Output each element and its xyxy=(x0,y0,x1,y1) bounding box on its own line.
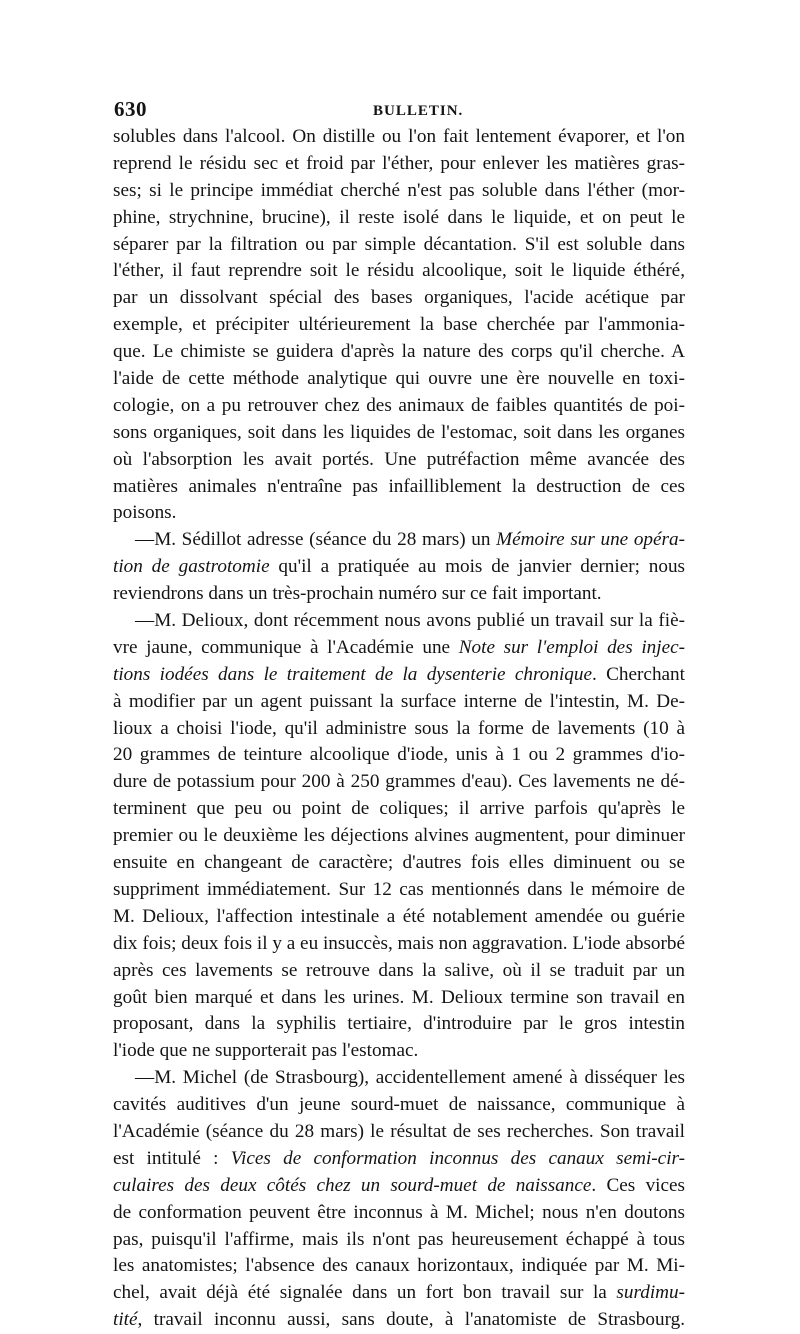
line-text: est intitulé : xyxy=(113,1147,231,1169)
text-line xyxy=(113,151,685,178)
text-line xyxy=(113,1038,685,1065)
italic-title-text: culaires des deux côtés chez un sourd-muet de naissance xyxy=(113,1174,592,1196)
page-number: 630 xyxy=(114,97,147,121)
line-text: —M. Michel (de Strasbourg), accidentellement amené à disséquer les xyxy=(135,1067,685,1089)
line-text: —M. Sédillot adresse (séance du 28 mars) un xyxy=(135,529,497,551)
text-line xyxy=(113,581,685,608)
line-text: M. Delioux, l'affection intestinale a été notablement amendée ou guérie xyxy=(113,905,685,927)
text-line xyxy=(113,366,685,393)
text-line xyxy=(113,769,685,796)
line-text: reviendrons dans un très-prochain numéro sur ce fait important. xyxy=(113,583,602,605)
line-text: suppriment immédiatement. Sur 12 cas mentionnés dans le mémoire de xyxy=(113,878,685,900)
line-text: lioux a choisi l'iode, qu'il administre sous la forme de lavements (10 à xyxy=(113,717,685,739)
line-text: dix fois; deux fois il y a eu insuccès, mais non aggravation. L'iode absorbé xyxy=(113,932,685,954)
italic-title-text: Note sur l'emploi des injec- xyxy=(458,636,685,658)
text-line xyxy=(113,850,685,877)
italic-title-text: surdimu- xyxy=(616,1282,685,1304)
text-line xyxy=(113,689,685,716)
running-head: BULLETIN. xyxy=(373,103,464,119)
line-text: pas, puisqu'il l'affirme, mais ils n'ont pas heureusement échappé à tous xyxy=(113,1228,685,1250)
line-text: par un dissolvant spécial des bases organiques, l'acide acétique par xyxy=(113,287,685,309)
italic-title-text: Vices de conformation inconnus des canaux semi-cir- xyxy=(230,1147,685,1169)
line-text: cologie, on a pu retrouver chez des animaux de faibles quantités de poi- xyxy=(113,394,685,416)
line-text: ses; si le principe immédiat cherché n'est pas soluble dans l'éther (mor- xyxy=(113,179,685,201)
italic-title-text: tité xyxy=(113,1309,138,1331)
line-text: . Ces vices xyxy=(591,1174,685,1196)
text-line xyxy=(113,662,685,689)
line-text: exemple, et précipiter ultérieurement la base cherchée par l'ammonia- xyxy=(113,314,685,336)
text-line xyxy=(113,420,685,447)
line-text: séparer par la filtration ou par simple décantation. S'il est soluble dans xyxy=(113,233,685,255)
text-line xyxy=(113,1280,685,1307)
text-line xyxy=(113,904,685,931)
line-text: . Cherchant xyxy=(592,663,685,685)
line-text: sons organiques, soit dans les liquides de l'estomac, soit dans les organes xyxy=(113,421,685,443)
line-text: l'éther, il faut reprendre soit le résidu alcoolique, soit le liquide éthéré, xyxy=(113,260,685,282)
line-text: premier ou le deuxième les déjections alvines augmentent, pour diminuer xyxy=(113,825,685,847)
line-text: solubles dans l'alcool. On distille ou l'on fait lentement évaporer, et l'on xyxy=(113,126,685,147)
line-text: après ces lavements se retrouve dans la salive, où il se traduit par un xyxy=(113,959,685,981)
text-line xyxy=(113,742,685,769)
line-text: les anatomistes; l'absence des canaux horizontaux, indiquée par M. Mi- xyxy=(113,1255,685,1277)
line-text: proposant, dans la syphilis tertiaire, d'introduire par le gros intestin xyxy=(113,1013,685,1035)
text-line xyxy=(113,1200,685,1227)
text-line xyxy=(113,635,685,662)
text-line xyxy=(113,124,685,151)
text-line xyxy=(113,205,685,232)
line-text: à modifier par un agent puissant la surface interne de l'intestin, M. De- xyxy=(113,690,685,712)
text-line xyxy=(113,1253,685,1280)
line-text: , travail inconnu aussi, sans doute, à l'anatomiste de Strasbourg. xyxy=(137,1309,685,1331)
text-line xyxy=(113,877,685,904)
body-text xyxy=(113,124,685,1334)
italic-title-text: tion de gastrotomie xyxy=(113,556,270,578)
line-text: de conformation peuvent être inconnus à M. Michel; nous n'en doutons xyxy=(113,1201,685,1223)
line-text: l'iode que ne supporterait pas l'estomac. xyxy=(113,1040,419,1062)
text-line xyxy=(113,1065,685,1092)
text-line xyxy=(113,608,685,635)
text-line xyxy=(113,1173,685,1200)
text-line xyxy=(113,393,685,420)
line-text: dure de potassium pour 200 à 250 grammes d'eau). Ces lavements ne dé- xyxy=(113,771,685,793)
text-line xyxy=(113,527,685,554)
line-text: reprend le résidu sec et froid par l'éther, pour enlever les matières gras- xyxy=(113,152,685,174)
line-text: où l'absorption les avait portés. Une putréfaction même avancée des xyxy=(113,448,685,470)
text-line xyxy=(113,716,685,743)
line-text: ensuite en changeant de caractère; d'autres fois elles diminuent ou se xyxy=(113,852,685,874)
text-line xyxy=(113,1011,685,1038)
text-line xyxy=(113,823,685,850)
line-text: matières animales n'entraîne pas infailliblement la destruction de ces xyxy=(113,475,685,497)
line-text: l'Académie (séance du 28 mars) le résultat de ses recherches. Son travail xyxy=(113,1120,685,1142)
text-line xyxy=(113,258,685,285)
text-line xyxy=(113,1227,685,1254)
text-line xyxy=(113,796,685,823)
text-line xyxy=(113,1092,685,1119)
line-text: l'aide de cette méthode analytique qui ouvre une ère nouvelle en toxi- xyxy=(113,368,685,390)
italic-title-text: Mémoire sur une opéra- xyxy=(496,529,685,551)
text-line xyxy=(113,312,685,339)
text-line xyxy=(113,554,685,581)
line-text: que. Le chimiste se guidera d'après la nature des corps qu'il cherche. A xyxy=(113,341,685,363)
line-text: phine, strychnine, brucine), il reste isolé dans le liquide, et on peut le xyxy=(113,206,685,228)
text-line xyxy=(113,1307,685,1334)
line-text: vre jaune, communique à l'Académie une xyxy=(113,636,459,658)
text-line xyxy=(113,1119,685,1146)
text-line xyxy=(113,474,685,501)
line-text: chel, avait déjà été signalée dans un fort bon travail sur la xyxy=(113,1282,617,1304)
text-line xyxy=(113,958,685,985)
line-text: terminent que peu ou point de coliques; il arrive parfois qu'après le xyxy=(113,798,685,820)
text-line xyxy=(113,447,685,474)
text-line xyxy=(113,985,685,1012)
text-line xyxy=(113,1146,685,1173)
line-text: poisons. xyxy=(113,502,177,524)
line-text: —M. Delioux, dont récemment nous avons publié un travail sur la fiè- xyxy=(135,610,685,632)
line-text: goût bien marqué et dans les urines. M. Delioux termine son travail en xyxy=(113,986,685,1008)
text-line xyxy=(113,285,685,312)
text-line xyxy=(113,500,685,527)
text-line xyxy=(113,178,685,205)
line-text: 20 grammes de teinture alcoolique d'iode, unis à 1 ou 2 grammes d'io- xyxy=(113,744,685,766)
text-line xyxy=(113,232,685,259)
line-text: qu'il a pratiquée au mois de janvier dernier; nous xyxy=(269,556,685,578)
italic-title-text: tions iodées dans le traitement de la dysenterie chronique xyxy=(113,663,592,685)
line-text: cavités auditives d'un jeune sourd-muet de naissance, communique à xyxy=(113,1094,685,1116)
text-line xyxy=(113,931,685,958)
text-line xyxy=(113,339,685,366)
